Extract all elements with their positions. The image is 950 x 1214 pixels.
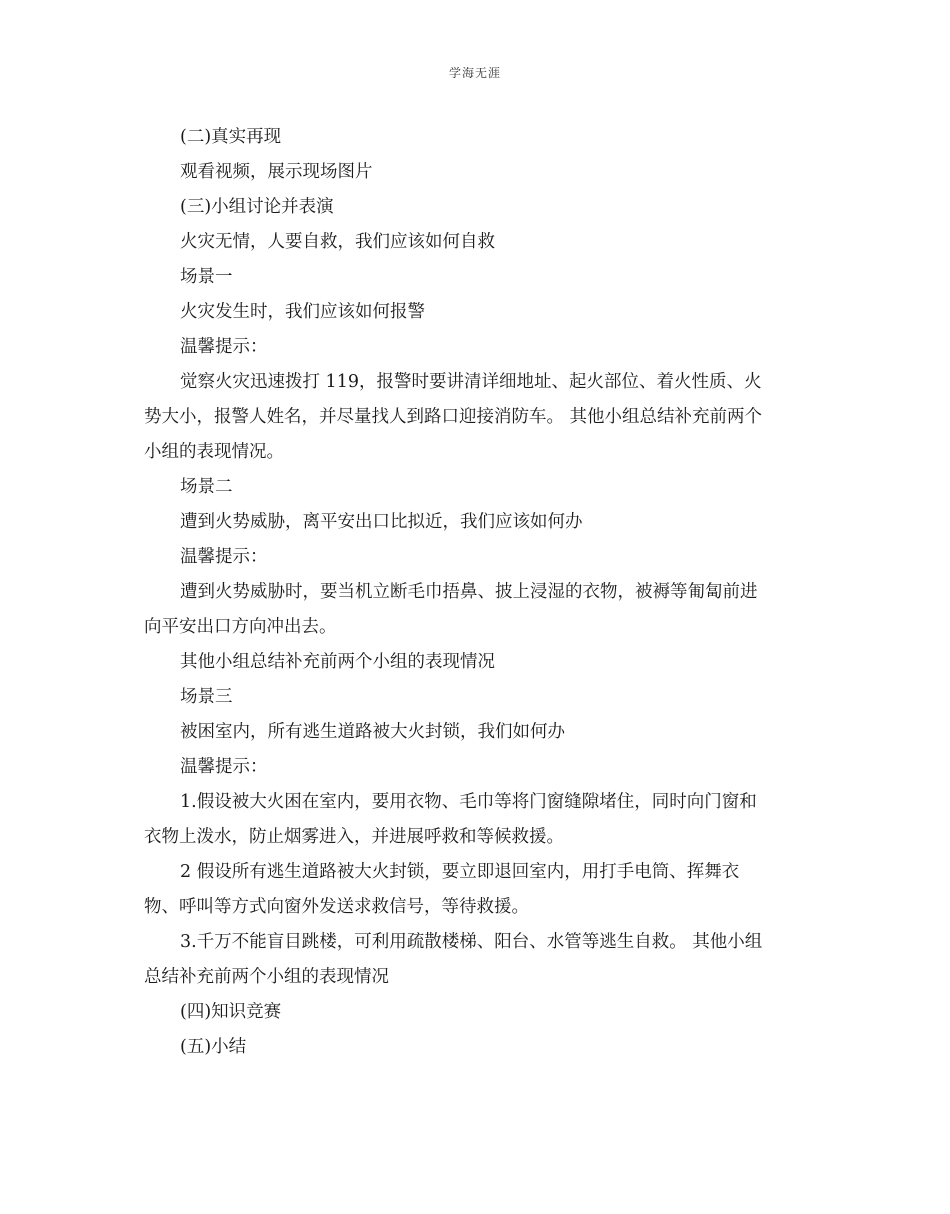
body-line: 其他小组总结补充前两个小组的表现情况 — [180, 652, 495, 672]
section-heading-3: (三)小组讨论并表演 — [180, 197, 334, 217]
body-line: 觉察火灾迅速拨打 119，报警时要讲清详细地址、起火部位、着火性质、火 — [180, 372, 762, 392]
scene-heading-2: 场景二 — [180, 477, 233, 497]
body-line: 总结补充前两个小组的表现情况 — [144, 967, 389, 987]
body-line: 遭到火势威胁时，要当机立断毛巾捂鼻、披上浸湿的衣物，被褥等匍匐前进 — [180, 582, 758, 602]
page-header: 学海无涯 — [448, 66, 501, 80]
list-item-3: 3.千万不能盲目跳楼，可利用疏散楼梯、阳台、水管等逃生自救。 其他小组 — [180, 932, 763, 952]
section-heading-4: (四)知识竞赛 — [180, 1002, 282, 1022]
section-heading-2: (二)真实再现 — [180, 127, 282, 147]
list-item-1: 1.假设被大火困在室内，要用衣物、毛巾等将门窗缝隙堵住，同时向门窗和 — [180, 792, 757, 812]
body-line: 观看视频，展示现场图片 — [180, 162, 373, 182]
scene-heading-3: 场景三 — [180, 687, 233, 707]
document-body — [144, 120, 806, 1065]
body-line: 向平安出口方向冲出去。 — [144, 617, 337, 637]
body-line: 衣物上泼水，防止烟雾进入，并进展呼救和等候救援。 — [144, 827, 564, 847]
body-line: 被困室内，所有逃生道路被大火封锁，我们如何办 — [180, 722, 565, 742]
body-line: 火灾发生时，我们应该如何报警 — [180, 302, 425, 322]
body-line: 遭到火势威胁，离平安出口比拟近，我们应该如何办 — [180, 512, 583, 532]
tip-label: 温馨提示： — [180, 757, 268, 777]
section-heading-5: (五)小结 — [180, 1037, 247, 1057]
body-line: 势大小，报警人姓名，并尽量找人到路口迎接消防车。 其他小组总结补充前两个 — [144, 407, 763, 427]
list-item-2: 2 假设所有逃生道路被大火封锁，要立即退回室内，用打手电筒、挥舞衣 — [180, 862, 740, 882]
body-line: 火灾无情，人要自救，我们应该如何自救 — [180, 232, 495, 252]
tip-label: 温馨提示： — [180, 547, 268, 567]
body-line: 物、呼叫等方式向窗外发送求救信号，等待救援。 — [144, 897, 529, 917]
body-line: 小组的表现情况。 — [144, 442, 284, 462]
tip-label: 温馨提示： — [180, 337, 268, 357]
scene-heading-1: 场景一 — [180, 267, 233, 287]
